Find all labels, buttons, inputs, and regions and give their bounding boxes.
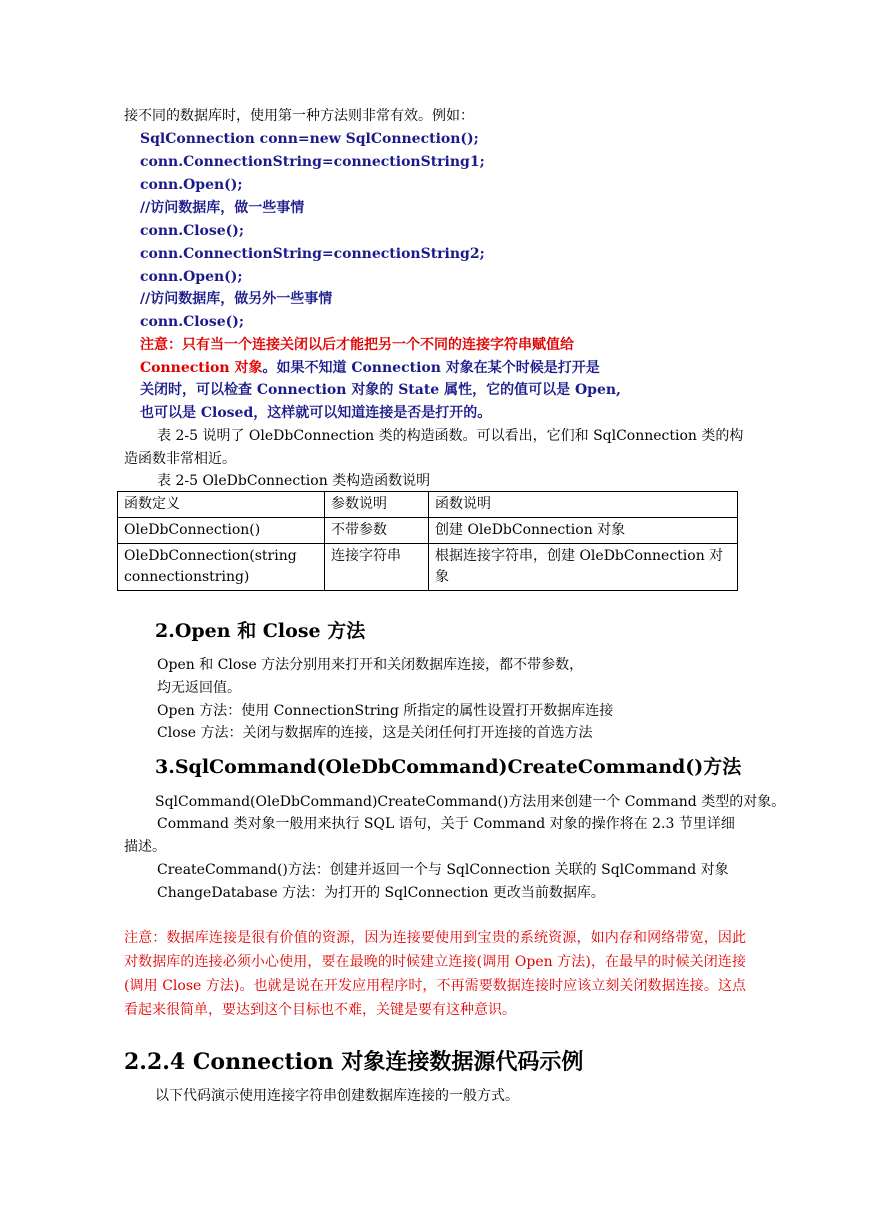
body-line: 均无返回值。 [157, 680, 241, 696]
body-line: Close 方法：关闭与数据库的连接，这是关闭任何打开连接的首选方法 [157, 725, 593, 741]
code-line: conn.Open(); [140, 269, 243, 285]
code-line: conn.Close(); [140, 314, 245, 330]
table-header-cell: 参数说明 [325, 492, 429, 518]
code-line: conn.ConnectionString=connectionString2; [140, 246, 485, 262]
body-line: 以下代码演示使用连接字符串创建数据库连接的一般方式。 [155, 1088, 519, 1104]
body-line: CreateCommand()方法：创建并返回一个与 SqlConnection 关联的 SqlCommand 对象 [157, 862, 729, 878]
code-line: conn.ConnectionString=connectionString1; [140, 154, 485, 170]
note-line [140, 359, 600, 377]
table-cell: 根据连接字符串，创建 OleDbConnection 对象 [429, 544, 738, 591]
note-line: 也可以是 Closed，这样就可以知道连接是否是打开的。 [140, 405, 492, 421]
section-heading: 3.SqlCommand(OleDbCommand)CreateCommand()方法 [155, 756, 742, 778]
code-line: SqlConnection conn=new SqlConnection(); [140, 131, 479, 147]
intro-line: 接不同的数据库时，使用第一种方法则非常有效。例如： [124, 108, 474, 124]
table-header-row [118, 492, 738, 518]
code-line: conn.Open(); [140, 177, 243, 193]
body-line: SqlCommand(OleDbCommand)CreateCommand()方法用来创建一个 Command 类型的对象。 [155, 794, 786, 810]
table-row [118, 518, 738, 544]
constructor-table [117, 491, 738, 591]
table-intro-line: 造函数非常相近。 [124, 451, 236, 467]
table-caption: 表 2-5 OleDbConnection 类构造函数说明 [157, 473, 431, 489]
code-line: conn.Close(); [140, 223, 245, 239]
note-paragraph: 注意：数据库连接是很有价值的资源，因为连接要使用到宝贵的系统资源，如内存和网络带宽，因此对数据库的连接必须小心使用，要在最晚的时候建立连接(调用 Open 方法)，在最早的时候关闭连接(调用 Close 方法)。也就是说在开发应用程序时，不再需要数据连接时应该立刻关闭数据连接。这点看起来很简单，要达到这个目标也不难，关键是要有这种意识。 [124, 930, 746, 1018]
code-comment: //访问数据库，做另外一些事情 [140, 291, 333, 307]
table-intro-line: 表 2-5 说明了 OleDbConnection 类的构造函数。可以看出，它们和 SqlConnection 类的构 [157, 428, 744, 444]
body-line: Open 方法：使用 ConnectionString 所指定的属性设置打开数据库连接 [157, 703, 614, 719]
note-line: 注意：只有当一个连接关闭以后才能把另一个不同的连接字符串赋值给 [140, 337, 574, 353]
table-row [118, 544, 738, 591]
table-cell: 不带参数 [325, 518, 429, 544]
body-line: Command 类对象一般用来执行 SQL 语句，关于 Command 对象的操作将在 2.3 节里详细 [157, 816, 735, 832]
table-header-cell: 函数定义 [118, 492, 325, 518]
body-line: ChangeDatabase 方法：为打开的 SqlConnection 更改当前数据库。 [157, 885, 605, 901]
note-keyword: Connection 对象 [140, 360, 263, 376]
section-heading: 2.2.4 Connection 对象连接数据源代码示例 [124, 1049, 584, 1075]
note-line: 关闭时，可以检查 Connection 对象的 State 属性，它的值可以是 Open, [140, 382, 621, 398]
body-line: Open 和 Close 方法分别用来打开和关闭数据库连接，都不带参数， [157, 657, 584, 673]
section-heading: 2.Open 和 Close 方法 [155, 620, 366, 642]
table-cell: 创建 OleDbConnection 对象 [429, 518, 738, 544]
code-comment: //访问数据库，做一些事情 [140, 200, 305, 216]
table-cell: OleDbConnection() [118, 518, 325, 544]
table-header-cell: 函数说明 [429, 492, 738, 518]
table-cell: 连接字符串 [325, 544, 429, 591]
body-line: 描述。 [124, 839, 166, 855]
note-text: 。如果不知道 Connection 对象在某个时候是打开是 [262, 360, 600, 376]
table-cell: OleDbConnection(string connectionstring) [118, 544, 325, 591]
